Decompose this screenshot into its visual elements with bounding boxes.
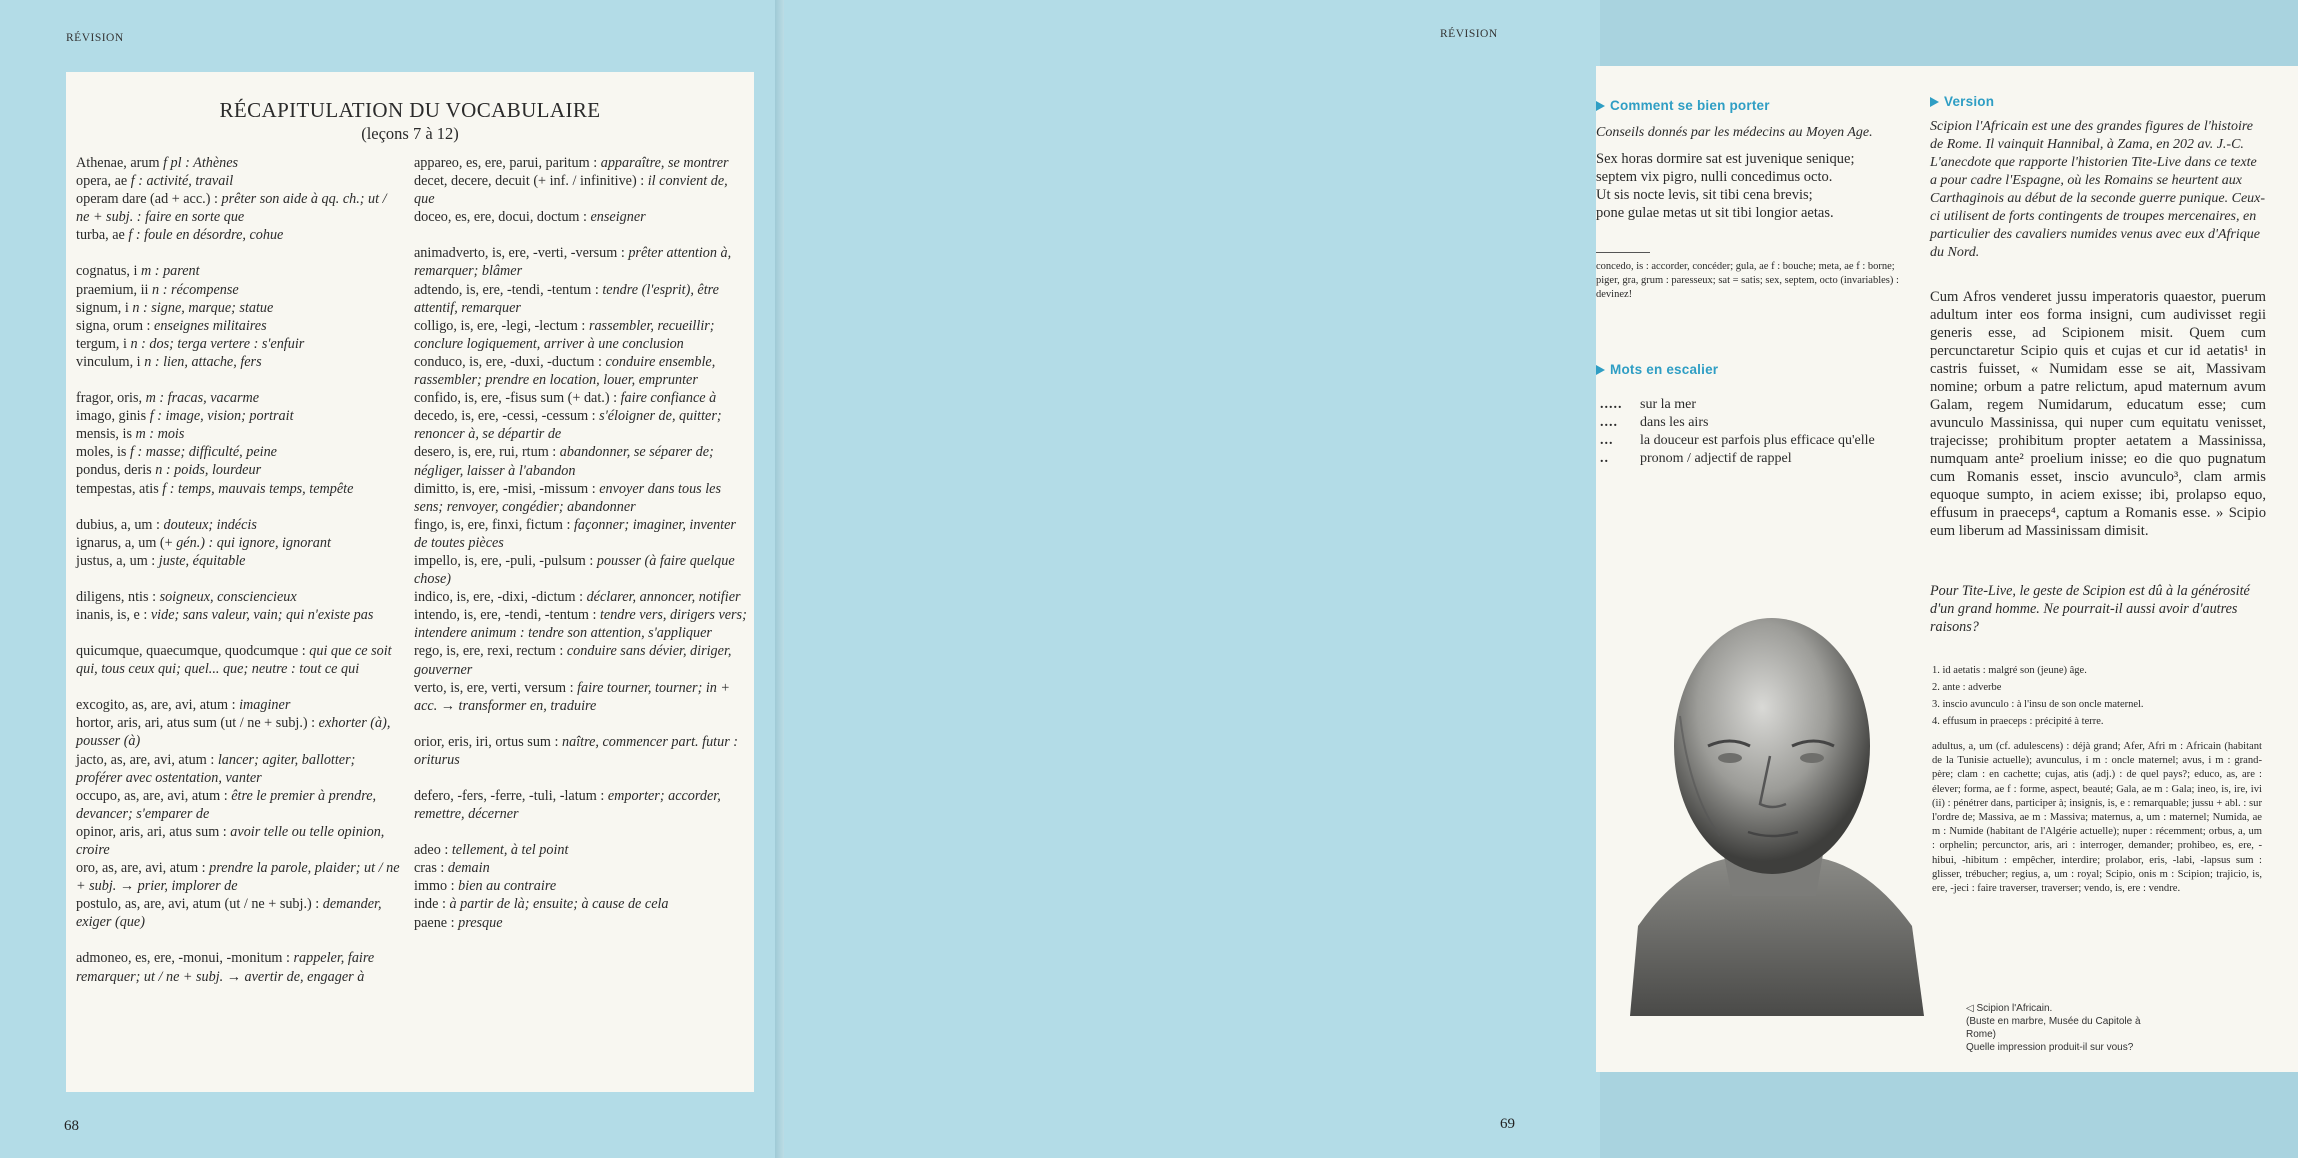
vocab-entry — [414, 787, 748, 823]
page-number-right: 69 — [1500, 1116, 1515, 1132]
vocab-entry — [414, 606, 748, 642]
vocab-entry — [76, 516, 402, 534]
vocab-definition: juste, équitable — [158, 552, 246, 569]
vocab-definition: soigneux, consciencieux — [159, 588, 297, 605]
vocab-definition: imaginer — [239, 697, 291, 714]
vocab-term: tergum, i — [76, 335, 131, 352]
bust-illustration — [1620, 596, 1924, 1016]
vocab-definition: avoir telle ou telle opinion, croire — [76, 823, 385, 858]
vocab-definition: vide; sans valeur, vain; qui n'existe pas — [150, 606, 374, 623]
vocab-definition: n : lien, attache, fers — [144, 353, 262, 370]
vocab-definition: envoyer dans tous les sens; renvoyer, congédier; abandonner — [414, 480, 721, 515]
vocab-term: cognatus, i — [76, 263, 142, 280]
vocab-term: immo : — [414, 878, 459, 895]
vocab-entry — [414, 841, 748, 859]
vocab-definition: presque — [458, 914, 503, 931]
vocabulary-column-left — [76, 154, 402, 986]
comment-glossary: concedo, is : accorder, concéder; gula, ae f : bouche; meta, ae f : borne; piger, gra, grum : paresseux; sat = satis; sex, septem, octo (invariables) : devinez! — [1596, 261, 1899, 300]
vocab-term: dimitto, is, ere, -misi, -missum : — [414, 480, 600, 497]
vocab-term: indico, is, ere, -dixi, -dictum : — [414, 589, 587, 606]
vocab-entry — [414, 516, 748, 552]
vocab-term: excogito, as, are, avi, atum : — [76, 697, 240, 714]
vocab-entry — [414, 353, 748, 389]
vocab-term: dubius, a, um : — [76, 516, 164, 533]
list-item: .... dans les airs — [1600, 415, 1709, 430]
vocab-entry — [76, 480, 402, 498]
vocab-entry — [76, 461, 402, 479]
right-page — [784, 0, 2266, 1158]
footnote: 2. ante : adverbe — [1932, 682, 2002, 693]
footnote: 3. inscio avunculo : à l'insu de son oncle maternel. — [1932, 699, 2144, 710]
version-question: Pour Tite-Live, le geste de Scipion est dû à la générosité d'un grand homme. Ne pourrait-il aussi avoir d'autres raisons? — [1930, 583, 2250, 635]
vocab-definition: conduire ensemble, rassembler; prendre en location, louer, emprunter — [414, 353, 716, 389]
vocab-term: inanis, is, e : — [76, 606, 151, 623]
version-latin-text: Cum Afros venderet jussu imperatoris quaestor, puerum adultum inter eos forma insigni, cum audivisset regii generis esse, ad Scipionem misit. Quem cum percunctaretur Scipio quis et cujas et cur id aetatis¹ in castris fuisset, « Numidam esse se ait, Massivam nomine; orbum a patre relictum, apud maternum avum Galam, regem Numidarum, educatum esse; cum avunculo Massinissa, qui nuper cum equitatu venisset, trajecisse; prohibitum propter aetatem a Massinissa, numquam ante² proelium inisse; eo die quo pugnatum cum Romanis esset, inscio avunculo³, clam armis equoque sumpto, in aciem exisse; ibi, prolapso equo, effusum in praeceps⁴, captum a Romanis esse. » Scipio eum liberum ad Massinissam dimisit. — [1930, 289, 2266, 539]
vocab-entry — [414, 642, 748, 678]
vocab-term: defero, -fers, -ferre, -tuli, -latum : — [414, 788, 608, 804]
vocab-term: adeo : — [414, 842, 452, 859]
vocab-term: occupo, as, are, avi, atum : — [76, 787, 232, 804]
vocab-entry — [414, 895, 748, 913]
poem-line: Sex horas dormire sat est juvenique senique; — [1596, 151, 1855, 167]
vocab-term: signum, i — [76, 299, 133, 316]
vocab-term: opinor, aris, ari, atus sum : — [76, 823, 231, 840]
vocabulary-panel — [66, 72, 754, 1092]
vocab-definition: prêter son aide à qq. ch.; ut / ne + subj. : faire en sorte que — [76, 191, 387, 226]
vocab-definition: n : poids, lourdeur — [155, 462, 262, 479]
vocab-term: vinculum, i — [76, 353, 145, 370]
vocab-term: orior, eris, iri, ortus sum : — [414, 733, 562, 750]
poem-line: pone gulae metas ut sit tibi longior aetas. — [1596, 205, 1834, 221]
vocab-definition: f : masse; difficulté, peine — [130, 444, 277, 461]
vocab-entry — [76, 425, 402, 443]
version-footnotes — [1932, 662, 2262, 730]
comment-heading: Comment se bien porter — [1596, 98, 1770, 113]
vocab-term: postulo, as, are, avi, atum (ut / ne + subj.) : — [76, 896, 323, 913]
vocab-definition: enseigner — [590, 209, 646, 226]
vocab-entry — [414, 244, 748, 280]
vocab-entry — [76, 696, 402, 714]
running-head-left: RÉVISION — [66, 32, 124, 44]
image-caption: ◁ Scipion l'Africain. (Buste en marbre, Musée du Capitole à Rome) Quelle impression produit-il sur vous? — [1966, 1003, 2141, 1053]
triangle-bullet-icon — [1930, 97, 1939, 107]
vocab-entry — [76, 389, 402, 407]
vocab-entry — [414, 172, 748, 208]
vocab-term: impello, is, ere, -puli, -pulsum : — [414, 552, 597, 569]
vocab-definition: abandonner, se séparer de; négliger, laisser à l'abandon — [414, 444, 714, 479]
version-heading: Version — [1930, 94, 1994, 109]
vocab-entry — [76, 895, 402, 931]
vocab-definition: exhorter (à), pousser (à) — [76, 715, 391, 750]
vocab-entry — [414, 154, 748, 172]
vocab-definition: lancer; agiter, ballotter; proférer avec ostentation, vanter — [76, 751, 356, 786]
vocab-definition: f : image, vision; portrait — [149, 408, 294, 425]
vocab-definition: emporter; accorder, remettre, décerner — [414, 788, 721, 823]
vocab-entry — [414, 552, 748, 588]
vocab-entry — [414, 389, 748, 407]
vocab-definition: f : foule en désordre, cohue — [128, 227, 284, 244]
page-subtitle: (leçons 7 à 12) — [361, 124, 459, 143]
vocab-definition: f : activité, travail — [130, 173, 234, 190]
vocab-definition: m : parent — [141, 263, 200, 280]
vocab-entry — [76, 823, 402, 859]
page-number-left: 68 — [64, 1118, 79, 1134]
vocab-entry — [414, 443, 748, 479]
vocab-entry — [414, 407, 748, 443]
vocab-entry — [76, 353, 402, 371]
running-head-right: RÉVISION — [1440, 28, 1498, 40]
vocab-entry — [414, 877, 748, 895]
vocab-definition: il convient de, que — [414, 173, 728, 208]
version-glossary: adultus, a, um (cf. adulescens) : déjà grand; Afer, Afri m : Africain (habitant de la Tunisie actuelle); avunculus, i m : oncle maternel; avus, i m : grand-père; clam : en cachette; cujas, atis (adj.) : de quel pays?; educo, as, are : élever; forma, ae f : forme, aspect, beauté; Gala, ae m : Gala; ineo, is, ire, ivi (ii) : pénétrer dans, participer à; insignis, is, e : remarquable; jussu + abl. : sur l'ordre de; Massiva, ae m : Massiva; maternus, a, um : maternel; Numida, ae m : Numide (habitant de l'Algérie actuelle); nuper : récemment; orbus, a, um : orphelin; percunctor, aris, ari : interroger, demander; prohibeo, es, ere, -hibui, -hibitum : empêcher, interdire; prolabor, eris, -labi, -lapsus sum : glisser, trébucher; regius, a, um : royal; Scipio, onis m : Scipion; trajicio, is, ere, -jeci : faire traverser, traverser; vendo, is, ere : vendre. — [1932, 741, 2262, 895]
comment-intro: Conseils donnés par les médecins au Moyen Age. — [1596, 125, 1873, 140]
vocab-term: confido, is, ere, -fisus sum (+ dat.) : — [414, 390, 621, 407]
vocab-definition: bien au contraire — [458, 878, 557, 895]
vocab-entry — [76, 751, 402, 787]
vocab-definition: pousser (à faire quelque chose) — [414, 552, 735, 588]
vocab-term: turba, ae — [76, 227, 129, 244]
vocab-term: fingo, is, ere, finxi, fictum : — [414, 516, 574, 533]
vocab-term: moles, is — [76, 444, 130, 461]
vocab-term: signa, orum : — [76, 317, 155, 334]
page-title: RÉCAPITULATION DU VOCABULAIRE — [219, 98, 601, 122]
vocab-entry — [76, 262, 402, 280]
vocab-term: imago, ginis — [76, 408, 150, 425]
vocab-entry — [76, 281, 402, 299]
poem-line: Ut sis nocte levis, sit tibi cena brevis; — [1596, 187, 1813, 203]
mots-heading: Mots en escalier — [1596, 362, 1718, 377]
vocab-entry — [76, 787, 402, 823]
scipion-bust-image — [1620, 596, 1924, 1016]
vocab-entry — [76, 154, 402, 172]
vocab-term: fragor, oris, — [76, 390, 146, 407]
vocab-term: diligens, ntis : — [76, 588, 160, 605]
vocab-entry — [414, 317, 748, 353]
poem-line: septem vix pigro, nulli concedimus octo. — [1596, 169, 1833, 185]
vocab-definition: être le premier à prendre, devancer; s'emparer de — [76, 787, 377, 822]
vocab-entry — [414, 733, 748, 769]
vocab-entry — [414, 588, 748, 606]
vocab-entry — [76, 299, 402, 317]
vocab-entry — [76, 606, 402, 624]
vocab-term: quicumque, quaecumque, quodcumque : — [76, 643, 310, 660]
left-page — [0, 0, 784, 1158]
vocab-term: cras : — [414, 860, 448, 877]
vocab-term: colligo, is, ere, -legi, -lectum : — [414, 317, 589, 334]
vocab-definition: rassembler, recueillir; conclure logiquement, arriver à une conclusion — [414, 317, 715, 352]
vocab-entry — [76, 588, 402, 606]
triangle-bullet-icon — [1596, 101, 1605, 111]
vocab-term: opera, ae — [76, 173, 131, 190]
vocab-definition: façonner; imaginer, inventer de toutes pièces — [414, 516, 736, 551]
triangle-bullet-icon — [1596, 365, 1605, 375]
vocab-entry — [414, 281, 748, 317]
vocab-definition: douteux; indécis — [163, 516, 257, 533]
vocab-term: mensis, is — [76, 426, 136, 443]
vocab-term: desero, is, ere, rui, rtum : — [414, 444, 560, 461]
vocab-definition: tendre (l'esprit), être attentif, remarquer — [414, 281, 719, 316]
vocab-term: operam dare (ad + acc.) : — [76, 191, 222, 208]
vocab-definition: s'éloigner de, quitter; renoncer à, se départir de — [414, 408, 722, 443]
divider — [1596, 252, 1650, 253]
comment-poem — [1596, 150, 1926, 222]
vocab-term: conduco, is, ere, -duxi, -ductum : — [414, 353, 606, 370]
vocab-entry — [76, 714, 402, 750]
vocab-entry — [76, 552, 402, 570]
footnote: 4. effusum in praeceps : précipité à terre. — [1932, 716, 2104, 727]
vocab-term: intendo, is, ere, -tendi, -tentum : — [414, 607, 600, 624]
vocab-definition: faire tourner, tourner; in + acc. → transformer en, traduire — [414, 679, 730, 714]
vocab-term: ignarus, a, um (+ — [76, 534, 177, 551]
vocab-term: doceo, es, ere, docui, doctum : — [414, 209, 591, 226]
exercises-panel — [1596, 66, 2298, 1072]
vocab-term: verto, is, ere, verti, versum : — [414, 679, 578, 696]
vocab-definition: demander, exiger (que) — [76, 896, 382, 931]
footnote: 1. id aetatis : malgré son (jeune) âge. — [1932, 665, 2087, 676]
vocab-definition: naître, commencer part. futur : oriturus — [414, 733, 738, 768]
vocab-term: appareo, es, ere, parui, paritum : — [414, 155, 601, 171]
vocab-definition: tendre vers, dirigers vers; intendere animum : tendre son attention, s'appliquer — [414, 607, 747, 642]
vocab-entry — [414, 679, 748, 715]
vocab-definition: n : dos; terga vertere : s'enfuir — [130, 335, 305, 352]
vocab-definition: f : temps, mauvais temps, tempête — [162, 480, 354, 497]
vocab-entry — [76, 335, 402, 353]
vocab-term: paene : — [414, 914, 459, 931]
vocab-entry — [76, 859, 402, 895]
vocab-entry — [76, 226, 402, 244]
vocab-entry — [414, 859, 748, 877]
vocab-term: decedo, is, ere, -cessi, -cessum : — [414, 408, 600, 425]
vocab-term: inde : — [414, 896, 450, 913]
vocab-term: adtendo, is, ere, -tendi, -tentum : — [414, 281, 603, 298]
vocab-entry — [76, 534, 402, 552]
list-item: .. pronom / adjectif de rappel — [1600, 451, 1792, 466]
vocab-entry — [414, 480, 748, 516]
vocab-term: decet, decere, decuit (+ inf. / infinitive) : — [414, 173, 648, 190]
vocab-definition: gén.) : qui ignore, ignorant — [176, 534, 331, 551]
vocab-entry — [76, 949, 402, 985]
vocab-definition: conduire sans dévier, diriger, gouverner — [414, 643, 732, 678]
vocab-term: praemium, ii — [76, 281, 153, 298]
vocab-definition: n : récompense — [152, 281, 239, 298]
vocab-definition: apparaître, se montrer — [600, 155, 729, 171]
vocab-definition: à partir de là; ensuite; à cause de cela — [449, 896, 669, 913]
vocab-definition: prêter attention à, remarquer; blâmer — [414, 245, 732, 280]
vocabulary-column-right — [414, 154, 748, 932]
vocab-definition: demain — [447, 860, 490, 877]
vocab-term: rego, is, ere, rexi, rectum : — [414, 643, 567, 660]
vocab-definition: f pl : Athènes — [163, 155, 239, 171]
vocab-entry — [76, 443, 402, 461]
vocab-definition: faire confiance à — [620, 390, 717, 407]
list-item: ..... sur la mer — [1600, 397, 1696, 412]
vocab-term: jacto, as, are, avi, atum : — [76, 751, 218, 768]
vocab-entry — [76, 317, 402, 335]
list-item: ... la douceur est parfois plus efficace qu'elle — [1600, 433, 1875, 448]
vocab-definition: m : fracas, vacarme — [145, 390, 260, 407]
vocab-term: hortor, aris, ari, atus sum (ut / ne + subj.) : — [76, 715, 319, 732]
vocab-entry — [76, 172, 402, 190]
vocab-term: pondus, deris — [76, 462, 156, 479]
vocab-entry — [76, 190, 402, 226]
vocab-term: animadverto, is, ere, -verti, -versum : — [414, 245, 629, 262]
vocab-definition: prendre la parole, plaider; ut / ne + subj. → prier, implorer de — [76, 860, 400, 895]
vocab-definition: déclarer, annoncer, notifier — [586, 589, 741, 606]
version-intro: Scipion l'Africain est une des grandes figures de l'histoire de Rome. Il vainquit Hannibal, à Zama, en 202 av. J.-C. L'anecdote que rapporte l'historien Tite-Live dans ce texte a pour cadre l'Espagne, où les Romains se heurtent aux Carthaginois au début de la seconde guerre punique. Ceux-ci utilisent de forts contingents de troupes mercenaires, en particulier des cavaliers numides venus avec eux d'Afrique du Nord. — [1930, 119, 2266, 260]
vocab-term: admoneo, es, ere, -monui, -monitum : — [76, 950, 294, 967]
vocab-definition: tellement, à tel point — [451, 842, 569, 859]
vocab-entry — [76, 407, 402, 425]
mots-list — [1600, 396, 1930, 468]
vocab-term: Athenae, arum — [76, 155, 164, 171]
vocab-definition: m : mois — [135, 426, 185, 443]
vocab-entry — [76, 642, 402, 678]
vocab-definition: enseignes militaires — [154, 317, 267, 334]
vocab-definition: qui que ce soit qui, tous ceux qui; quel... que; neutre : tout ce qui — [76, 643, 392, 678]
vocab-term: oro, as, are, avi, atum : — [76, 860, 210, 877]
vocab-term: justus, a, um : — [76, 552, 159, 569]
vocab-entry — [414, 208, 748, 226]
vocab-entry — [414, 914, 748, 932]
vocab-definition: rappeler, faire remarquer; ut / ne + subj. → avertir de, engager à — [76, 950, 375, 985]
vocab-term: tempestas, atis — [76, 480, 163, 497]
vocab-definition: n : signe, marque; statue — [132, 299, 274, 316]
